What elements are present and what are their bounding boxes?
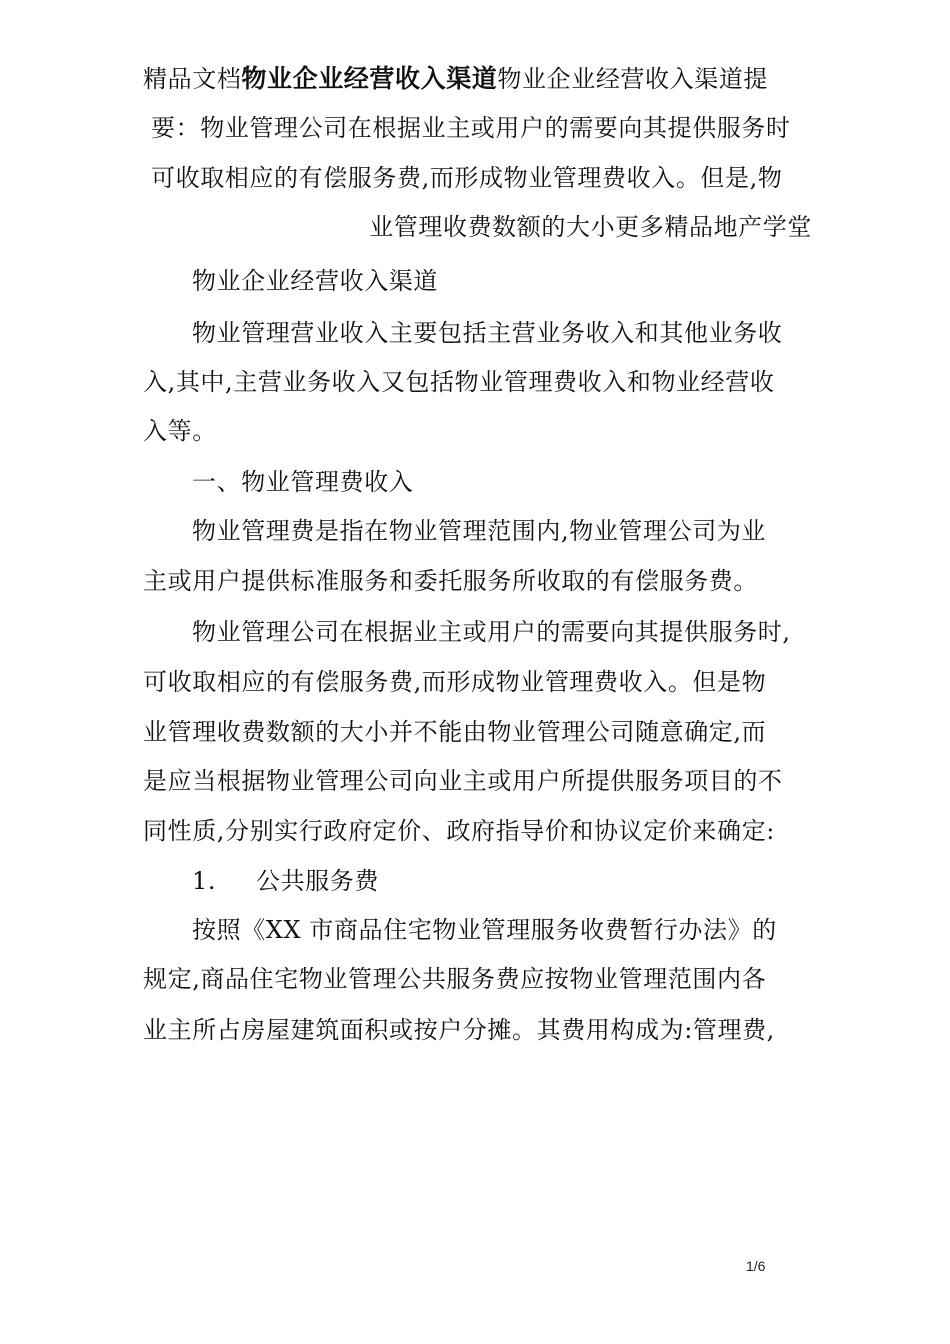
paragraph-line: 入,其中,主营业务收入又包括物业管理费收入和物业经营收 xyxy=(143,368,775,396)
paragraph-line: 业主所占房屋建筑面积或按户分摊。其费用构成为:管理费, xyxy=(143,1016,775,1044)
summary-line-1: 物业企业经营收入渠道提 xyxy=(497,65,769,93)
page-number: 1/6 xyxy=(746,1258,766,1274)
summary-line-3: 可收取相应的有偿服务费,而形成物业管理费收入。但是,物 xyxy=(151,164,783,192)
paragraph-line: 可收取相应的有偿服务费,而形成物业管理费收入。但是物 xyxy=(143,668,767,696)
section-title: 一、物业管理费收入 xyxy=(192,468,414,496)
paragraph-line: 物业管理费是指在物业管理范围内,物业管理公司为业 xyxy=(192,517,767,545)
summary-line-4: 业管理收费数额的大小更多精品地产学堂 xyxy=(369,213,812,241)
item-title: 公共服务费 xyxy=(256,867,379,895)
paragraph-line: 物业管理公司在根据业主或用户的需要向其提供服务时, xyxy=(192,618,791,646)
document-title: 物业企业经营收入渠道 xyxy=(241,64,498,93)
paragraph-line: 规定,商品住宅物业管理公共服务费应按物业管理范围内各 xyxy=(143,965,767,993)
paragraph-line: 是应当根据物业管理公司向业主或用户所提供服务项目的不 xyxy=(143,767,783,795)
numbered-item xyxy=(192,866,872,896)
paragraph-line: 同性质,分别实行政府定价、政府指导价和协议定价来确定: xyxy=(143,817,775,845)
paragraph-line: 按照《XX 市商品住宅物业管理服务收费暂行办法》的 xyxy=(192,916,777,944)
header-prefix: 精品文档 xyxy=(143,65,242,93)
item-number: 1. xyxy=(192,867,217,895)
section-heading: 物业企业经营收入渠道 xyxy=(192,267,438,295)
header-line xyxy=(143,64,823,94)
paragraph-line: 入等。 xyxy=(143,417,217,445)
paragraph-line: 业管理收费数额的大小并不能由物业管理公司随意确定,而 xyxy=(143,718,767,746)
paragraph-line: 主或用户提供标准服务和委托服务所收取的有偿服务费。 xyxy=(143,567,758,595)
summary-line-2: 要：物业管理公司在根据业主或用户的需要向其提供服务时 xyxy=(151,114,791,142)
paragraph-line: 物业管理营业收入主要包括主营业务收入和其他业务收 xyxy=(192,319,783,347)
